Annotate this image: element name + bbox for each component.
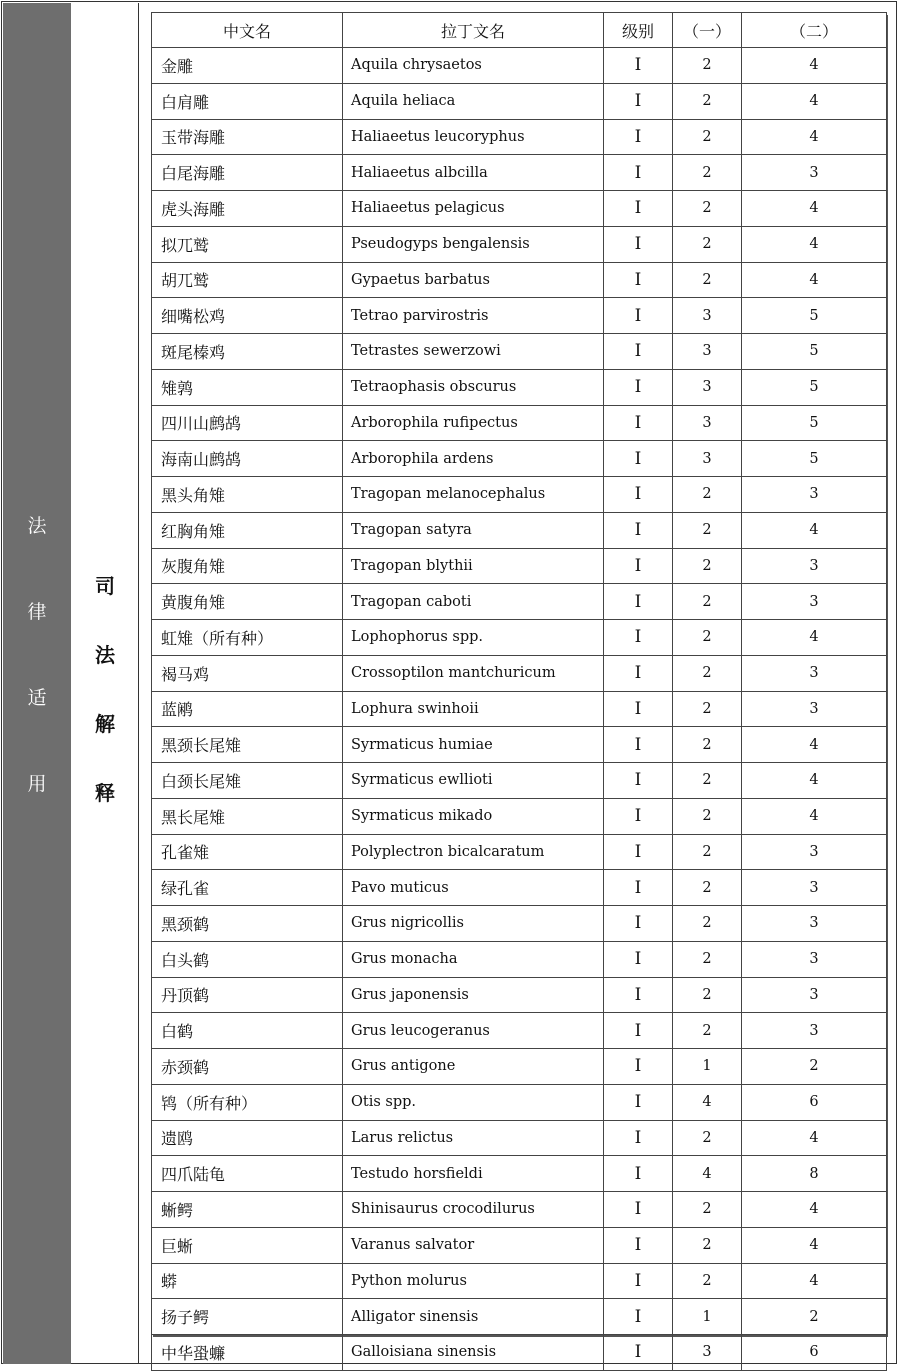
cell-latin-name: Lophura swinhoii — [343, 691, 604, 727]
cell-chinese-name: 黑长尾雉 — [152, 798, 343, 834]
subsection-title-char: 释 — [95, 781, 115, 805]
section-title-char: 律 — [27, 601, 47, 623]
cell-threshold-2: 6 — [742, 1084, 887, 1120]
table-row — [152, 1013, 887, 1049]
cell-threshold-2: 4 — [742, 262, 887, 298]
table-row — [152, 727, 887, 763]
cell-threshold-1: 3 — [673, 405, 742, 441]
cell-chinese-name: 赤颈鹤 — [152, 1049, 343, 1085]
cell-threshold-1: 1 — [673, 1049, 742, 1085]
cell-level: Ⅰ — [604, 620, 673, 656]
cell-level: Ⅰ — [604, 870, 673, 906]
cell-latin-name: Galloisiana sinensis — [343, 1335, 604, 1371]
cell-threshold-2: 4 — [742, 763, 887, 799]
cell-chinese-name: 灰腹角雉 — [152, 548, 343, 584]
cell-latin-name: Tragopan caboti — [343, 584, 604, 620]
subsection-title — [72, 563, 138, 839]
cell-threshold-2: 4 — [742, 48, 887, 84]
cell-level: Ⅰ — [604, 763, 673, 799]
cell-threshold-1: 2 — [673, 727, 742, 763]
section-title — [3, 503, 71, 847]
table-row — [152, 155, 887, 191]
cell-threshold-2: 2 — [742, 1299, 887, 1335]
cell-chinese-name: 白尾海雕 — [152, 155, 343, 191]
cell-level: Ⅰ — [604, 1263, 673, 1299]
cell-level: Ⅰ — [604, 83, 673, 119]
cell-chinese-name: 遗鸥 — [152, 1120, 343, 1156]
table-row — [152, 334, 887, 370]
cell-threshold-2: 2 — [742, 1049, 887, 1085]
cell-chinese-name: 中华蛩蠊 — [152, 1335, 343, 1371]
header-latin-name: 拉丁文名 — [343, 13, 604, 48]
table-row — [152, 191, 887, 227]
cell-latin-name: Tetrao parvirostris — [343, 298, 604, 334]
table-row — [152, 906, 887, 942]
cell-chinese-name: 黑头角雉 — [152, 477, 343, 513]
cell-latin-name: Arborophila ardens — [343, 441, 604, 477]
cell-level: Ⅰ — [604, 1049, 673, 1085]
cell-level: Ⅰ — [604, 262, 673, 298]
cell-chinese-name: 绿孔雀 — [152, 870, 343, 906]
cell-threshold-1: 2 — [673, 1120, 742, 1156]
table-row — [152, 1227, 887, 1263]
cell-chinese-name: 雉鹑 — [152, 369, 343, 405]
cell-chinese-name: 玉带海雕 — [152, 119, 343, 155]
cell-latin-name: Lophophorus spp. — [343, 620, 604, 656]
header-chinese-name: 中文名 — [152, 13, 343, 48]
cell-threshold-1: 2 — [673, 191, 742, 227]
table-row — [152, 298, 887, 334]
table-row — [152, 119, 887, 155]
cell-latin-name: Aquila chrysaetos — [343, 48, 604, 84]
cell-chinese-name: 蜥鳄 — [152, 1192, 343, 1228]
cell-threshold-2: 4 — [742, 1192, 887, 1228]
cell-level: Ⅰ — [604, 1227, 673, 1263]
cell-chinese-name: 海南山鹧鸪 — [152, 441, 343, 477]
cell-level: Ⅰ — [604, 1299, 673, 1335]
cell-chinese-name: 扬子鳄 — [152, 1299, 343, 1335]
cell-level: Ⅰ — [604, 834, 673, 870]
cell-threshold-1: 2 — [673, 870, 742, 906]
cell-level: Ⅰ — [604, 1120, 673, 1156]
cell-chinese-name: 金雕 — [152, 48, 343, 84]
table-row — [152, 512, 887, 548]
cell-threshold-1: 3 — [673, 334, 742, 370]
cell-level: Ⅰ — [604, 1335, 673, 1371]
cell-latin-name: Larus relictus — [343, 1120, 604, 1156]
table-row — [152, 1335, 887, 1371]
cell-latin-name: Testudo horsfieldi — [343, 1156, 604, 1192]
subsection-title-char: 司 — [95, 574, 115, 598]
table-row — [152, 763, 887, 799]
cell-threshold-1: 2 — [673, 834, 742, 870]
cell-chinese-name: 蟒 — [152, 1263, 343, 1299]
cell-latin-name: Grus monacha — [343, 941, 604, 977]
cell-threshold-2: 3 — [742, 1013, 887, 1049]
cell-latin-name: Python molurus — [343, 1263, 604, 1299]
cell-threshold-1: 2 — [673, 655, 742, 691]
cell-level: Ⅰ — [604, 405, 673, 441]
cell-latin-name: Tetrastes sewerzowi — [343, 334, 604, 370]
cell-threshold-1: 2 — [673, 119, 742, 155]
cell-latin-name: Haliaeetus pelagicus — [343, 191, 604, 227]
cell-chinese-name: 鸨（所有种） — [152, 1084, 343, 1120]
table-row — [152, 1084, 887, 1120]
cell-level: Ⅰ — [604, 584, 673, 620]
cell-latin-name: Tragopan satyra — [343, 512, 604, 548]
cell-level: Ⅰ — [604, 48, 673, 84]
cell-threshold-2: 3 — [742, 834, 887, 870]
table-row — [152, 941, 887, 977]
cell-threshold-2: 3 — [742, 655, 887, 691]
cell-threshold-1: 2 — [673, 941, 742, 977]
table-row — [152, 1049, 887, 1085]
cell-level: Ⅰ — [604, 477, 673, 513]
cell-threshold-1: 2 — [673, 1263, 742, 1299]
cell-latin-name: Shinisaurus crocodilurus — [343, 1192, 604, 1228]
cell-level: Ⅰ — [604, 191, 673, 227]
cell-latin-name: Crossoptilon mantchuricum — [343, 655, 604, 691]
cell-chinese-name: 虹雉（所有种） — [152, 620, 343, 656]
cell-threshold-1: 2 — [673, 620, 742, 656]
cell-threshold-2: 4 — [742, 620, 887, 656]
cell-latin-name: Pseudogyps bengalensis — [343, 226, 604, 262]
table-header-row — [152, 13, 887, 48]
cell-latin-name: Syrmaticus humiae — [343, 727, 604, 763]
cell-threshold-2: 3 — [742, 548, 887, 584]
cell-latin-name: Haliaeetus leucoryphus — [343, 119, 604, 155]
cell-threshold-2: 3 — [742, 870, 887, 906]
cell-threshold-1: 1 — [673, 1299, 742, 1335]
cell-level: Ⅰ — [604, 1084, 673, 1120]
table-row — [152, 1120, 887, 1156]
cell-threshold-1: 3 — [673, 369, 742, 405]
cell-level: Ⅰ — [604, 512, 673, 548]
cell-level: Ⅰ — [604, 655, 673, 691]
cell-chinese-name: 白颈长尾雉 — [152, 763, 343, 799]
cell-chinese-name: 黄腹角雉 — [152, 584, 343, 620]
cell-level: Ⅰ — [604, 155, 673, 191]
cell-level: Ⅰ — [604, 369, 673, 405]
cell-level: Ⅰ — [604, 906, 673, 942]
cell-threshold-1: 2 — [673, 548, 742, 584]
cell-threshold-2: 4 — [742, 119, 887, 155]
cell-level: Ⅰ — [604, 441, 673, 477]
table-row — [152, 1299, 887, 1335]
table-row — [152, 584, 887, 620]
cell-level: Ⅰ — [604, 798, 673, 834]
cell-threshold-1: 2 — [673, 1192, 742, 1228]
table-row — [152, 369, 887, 405]
cell-threshold-1: 2 — [673, 477, 742, 513]
table-row — [152, 691, 887, 727]
cell-threshold-1: 3 — [673, 1335, 742, 1371]
cell-threshold-2: 8 — [742, 1156, 887, 1192]
cell-threshold-1: 3 — [673, 441, 742, 477]
cell-threshold-2: 4 — [742, 798, 887, 834]
cell-level: Ⅰ — [604, 941, 673, 977]
cell-level: Ⅰ — [604, 119, 673, 155]
section-title-char: 法 — [27, 515, 47, 537]
law-application-sidebar — [3, 3, 71, 1364]
table-row — [152, 977, 887, 1013]
cell-chinese-name: 黑颈长尾雉 — [152, 727, 343, 763]
cell-threshold-1: 2 — [673, 1227, 742, 1263]
cell-threshold-1: 2 — [673, 1013, 742, 1049]
table-row — [152, 1263, 887, 1299]
cell-chinese-name: 丹顶鹤 — [152, 977, 343, 1013]
cell-threshold-2: 4 — [742, 191, 887, 227]
cell-threshold-2: 4 — [742, 1120, 887, 1156]
species-table — [151, 12, 887, 1371]
cell-threshold-1: 2 — [673, 83, 742, 119]
cell-latin-name: Tragopan melanocephalus — [343, 477, 604, 513]
cell-threshold-2: 4 — [742, 226, 887, 262]
subsection-title-char: 解 — [95, 712, 115, 736]
cell-threshold-2: 4 — [742, 1263, 887, 1299]
cell-level: Ⅰ — [604, 1013, 673, 1049]
table-row — [152, 620, 887, 656]
cell-chinese-name: 虎头海雕 — [152, 191, 343, 227]
cell-chinese-name: 白肩雕 — [152, 83, 343, 119]
table-row — [152, 655, 887, 691]
cell-threshold-2: 5 — [742, 441, 887, 477]
cell-latin-name: Grus japonensis — [343, 977, 604, 1013]
cell-threshold-2: 3 — [742, 977, 887, 1013]
cell-threshold-1: 4 — [673, 1084, 742, 1120]
cell-threshold-2: 3 — [742, 155, 887, 191]
cell-latin-name: Pavo muticus — [343, 870, 604, 906]
cell-latin-name: Grus antigone — [343, 1049, 604, 1085]
cell-threshold-2: 4 — [742, 1227, 887, 1263]
cell-level: Ⅰ — [604, 691, 673, 727]
cell-chinese-name: 细嘴松鸡 — [152, 298, 343, 334]
cell-chinese-name: 四爪陆龟 — [152, 1156, 343, 1192]
cell-latin-name: Tetraophasis obscurus — [343, 369, 604, 405]
table-row — [152, 1156, 887, 1192]
cell-level: Ⅰ — [604, 1192, 673, 1228]
cell-threshold-2: 4 — [742, 727, 887, 763]
cell-threshold-1: 2 — [673, 48, 742, 84]
cell-chinese-name: 黑颈鹤 — [152, 906, 343, 942]
table-row — [152, 870, 887, 906]
cell-threshold-2: 3 — [742, 584, 887, 620]
cell-latin-name: Syrmaticus ewllioti — [343, 763, 604, 799]
cell-chinese-name: 褐马鸡 — [152, 655, 343, 691]
species-table-container — [151, 12, 886, 1363]
cell-level: Ⅰ — [604, 977, 673, 1013]
table-row — [152, 798, 887, 834]
header-threshold-1: （一） — [673, 13, 742, 48]
cell-chinese-name: 白头鹤 — [152, 941, 343, 977]
table-row — [152, 83, 887, 119]
cell-threshold-1: 2 — [673, 155, 742, 191]
cell-threshold-2: 3 — [742, 906, 887, 942]
header-level: 级别 — [604, 13, 673, 48]
cell-threshold-1: 2 — [673, 763, 742, 799]
cell-chinese-name: 斑尾榛鸡 — [152, 334, 343, 370]
cell-threshold-1: 2 — [673, 226, 742, 262]
cell-threshold-2: 3 — [742, 941, 887, 977]
cell-threshold-2: 5 — [742, 405, 887, 441]
cell-chinese-name: 胡兀鹫 — [152, 262, 343, 298]
cell-threshold-1: 2 — [673, 798, 742, 834]
cell-threshold-1: 2 — [673, 584, 742, 620]
cell-threshold-2: 5 — [742, 369, 887, 405]
header-threshold-2: （二） — [742, 13, 887, 48]
cell-chinese-name: 拟兀鹫 — [152, 226, 343, 262]
cell-latin-name: Varanus salvator — [343, 1227, 604, 1263]
table-row — [152, 477, 887, 513]
table-row — [152, 441, 887, 477]
cell-chinese-name: 四川山鹧鸪 — [152, 405, 343, 441]
cell-latin-name: Syrmaticus mikado — [343, 798, 604, 834]
cell-threshold-2: 3 — [742, 477, 887, 513]
section-title-char: 适 — [27, 687, 47, 709]
cell-chinese-name: 红胸角雉 — [152, 512, 343, 548]
table-row — [152, 48, 887, 84]
cell-latin-name: Otis spp. — [343, 1084, 604, 1120]
cell-chinese-name: 巨蜥 — [152, 1227, 343, 1263]
cell-level: Ⅰ — [604, 548, 673, 584]
cell-latin-name: Polyplectron bicalcaratum — [343, 834, 604, 870]
cell-threshold-1: 2 — [673, 512, 742, 548]
cell-threshold-1: 2 — [673, 262, 742, 298]
cell-threshold-2: 4 — [742, 83, 887, 119]
cell-threshold-1: 3 — [673, 298, 742, 334]
cell-level: Ⅰ — [604, 298, 673, 334]
subsection-title-char: 法 — [95, 643, 115, 667]
cell-chinese-name: 孔雀雉 — [152, 834, 343, 870]
cell-threshold-2: 4 — [742, 512, 887, 548]
judicial-interpretation-column — [72, 3, 139, 1364]
table-row — [152, 262, 887, 298]
cell-threshold-2: 5 — [742, 298, 887, 334]
cell-chinese-name: 蓝鹇 — [152, 691, 343, 727]
cell-latin-name: Aquila heliaca — [343, 83, 604, 119]
cell-latin-name: Haliaeetus albcilla — [343, 155, 604, 191]
cell-latin-name: Gypaetus barbatus — [343, 262, 604, 298]
table-row — [152, 834, 887, 870]
cell-latin-name: Alligator sinensis — [343, 1299, 604, 1335]
table-row — [152, 548, 887, 584]
table-row — [152, 226, 887, 262]
cell-latin-name: Grus nigricollis — [343, 906, 604, 942]
cell-latin-name: Arborophila rufipectus — [343, 405, 604, 441]
cell-latin-name: Grus leucogeranus — [343, 1013, 604, 1049]
cell-threshold-2: 5 — [742, 334, 887, 370]
cell-threshold-1: 2 — [673, 906, 742, 942]
cell-chinese-name: 白鹤 — [152, 1013, 343, 1049]
table-row — [152, 405, 887, 441]
cell-threshold-2: 6 — [742, 1335, 887, 1371]
cell-level: Ⅰ — [604, 1156, 673, 1192]
cell-threshold-2: 3 — [742, 691, 887, 727]
section-title-char: 用 — [27, 773, 47, 795]
cell-threshold-1: 4 — [673, 1156, 742, 1192]
cell-level: Ⅰ — [604, 727, 673, 763]
cell-level: Ⅰ — [604, 334, 673, 370]
table-row — [152, 1192, 887, 1228]
cell-threshold-1: 2 — [673, 977, 742, 1013]
cell-threshold-1: 2 — [673, 691, 742, 727]
cell-latin-name: Tragopan blythii — [343, 548, 604, 584]
cell-level: Ⅰ — [604, 226, 673, 262]
